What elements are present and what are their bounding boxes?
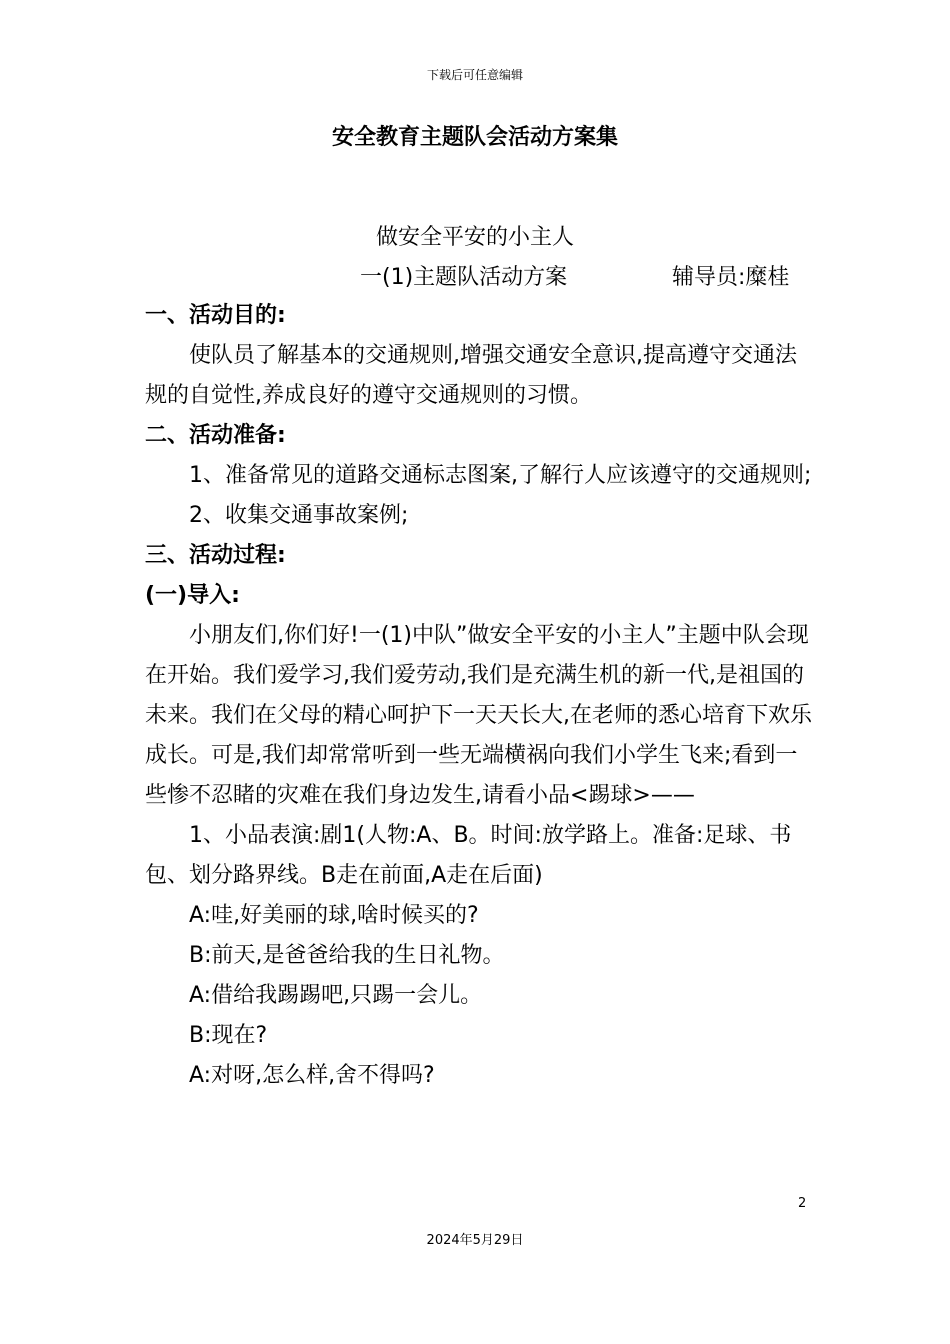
page-number: 2 (798, 1196, 807, 1211)
prep-heading: 二、活动准备: (145, 423, 286, 448)
page-header: 下载后可任意编辑 (426, 68, 523, 82)
intro-text: 小朋友们,你们好!一(1)中队”做安全平安的小主人”主题中队会现在开始。我们爱学习,我们爱劳动,我们是充满生机的新一代,是祖国的未来。我们在父母的精心呵护下一天天长大,在老师的悉心培育下欢乐成长。可是,我们却常常听到一些无端横祸向我们小学生飞来;看到一些惨不忍睹的灾难在我们身边发生,请看小品<踢球>—— (145, 623, 812, 808)
goal-heading: 一、活动目的: (145, 303, 286, 328)
class-line: 一(1)主题队活动方案 (360, 265, 568, 290)
document-title: 安全教育主题队会活动方案集 (331, 125, 618, 150)
dialog-line: A:借给我踢踢吧,只踢一会儿。 (189, 983, 483, 1008)
footer-date: 2024年5月29日 (426, 1233, 524, 1248)
goal-text: 使队员了解基本的交通规则,增强交通安全意识,提高遵守交通法规的自觉性,养成良好的遵守交通规则的习惯。 (145, 343, 797, 408)
dialog-line: A:对呀,怎么样,舍不得吗? (189, 1063, 435, 1088)
prep-item-2: 2、收集交通事故案例; (189, 503, 409, 528)
activity-subtitle: 做安全平安的小主人 (375, 225, 574, 250)
intro-heading: (一)导入: (145, 583, 240, 608)
dialog-line: B:现在? (189, 1023, 268, 1048)
process-heading: 三、活动过程: (145, 543, 286, 568)
skit-intro: 1、小品表演:剧1(人物:A、B。时间:放学路上。准备:足球、书包、划分路界线。B走在前面,A走在后面) (145, 823, 792, 888)
dialog-line: A:哇,好美丽的球,啥时候买的? (189, 903, 479, 928)
document-body (145, 296, 817, 1096)
dialog-line: B:前天,是爸爸给我的生日礼物。 (189, 943, 505, 968)
prep-item-1: 1、准备常见的道路交通标志图案,了解行人应该遵守的交通规则; (189, 463, 812, 488)
tutor-name: 辅导员:糜桂 (672, 265, 790, 290)
